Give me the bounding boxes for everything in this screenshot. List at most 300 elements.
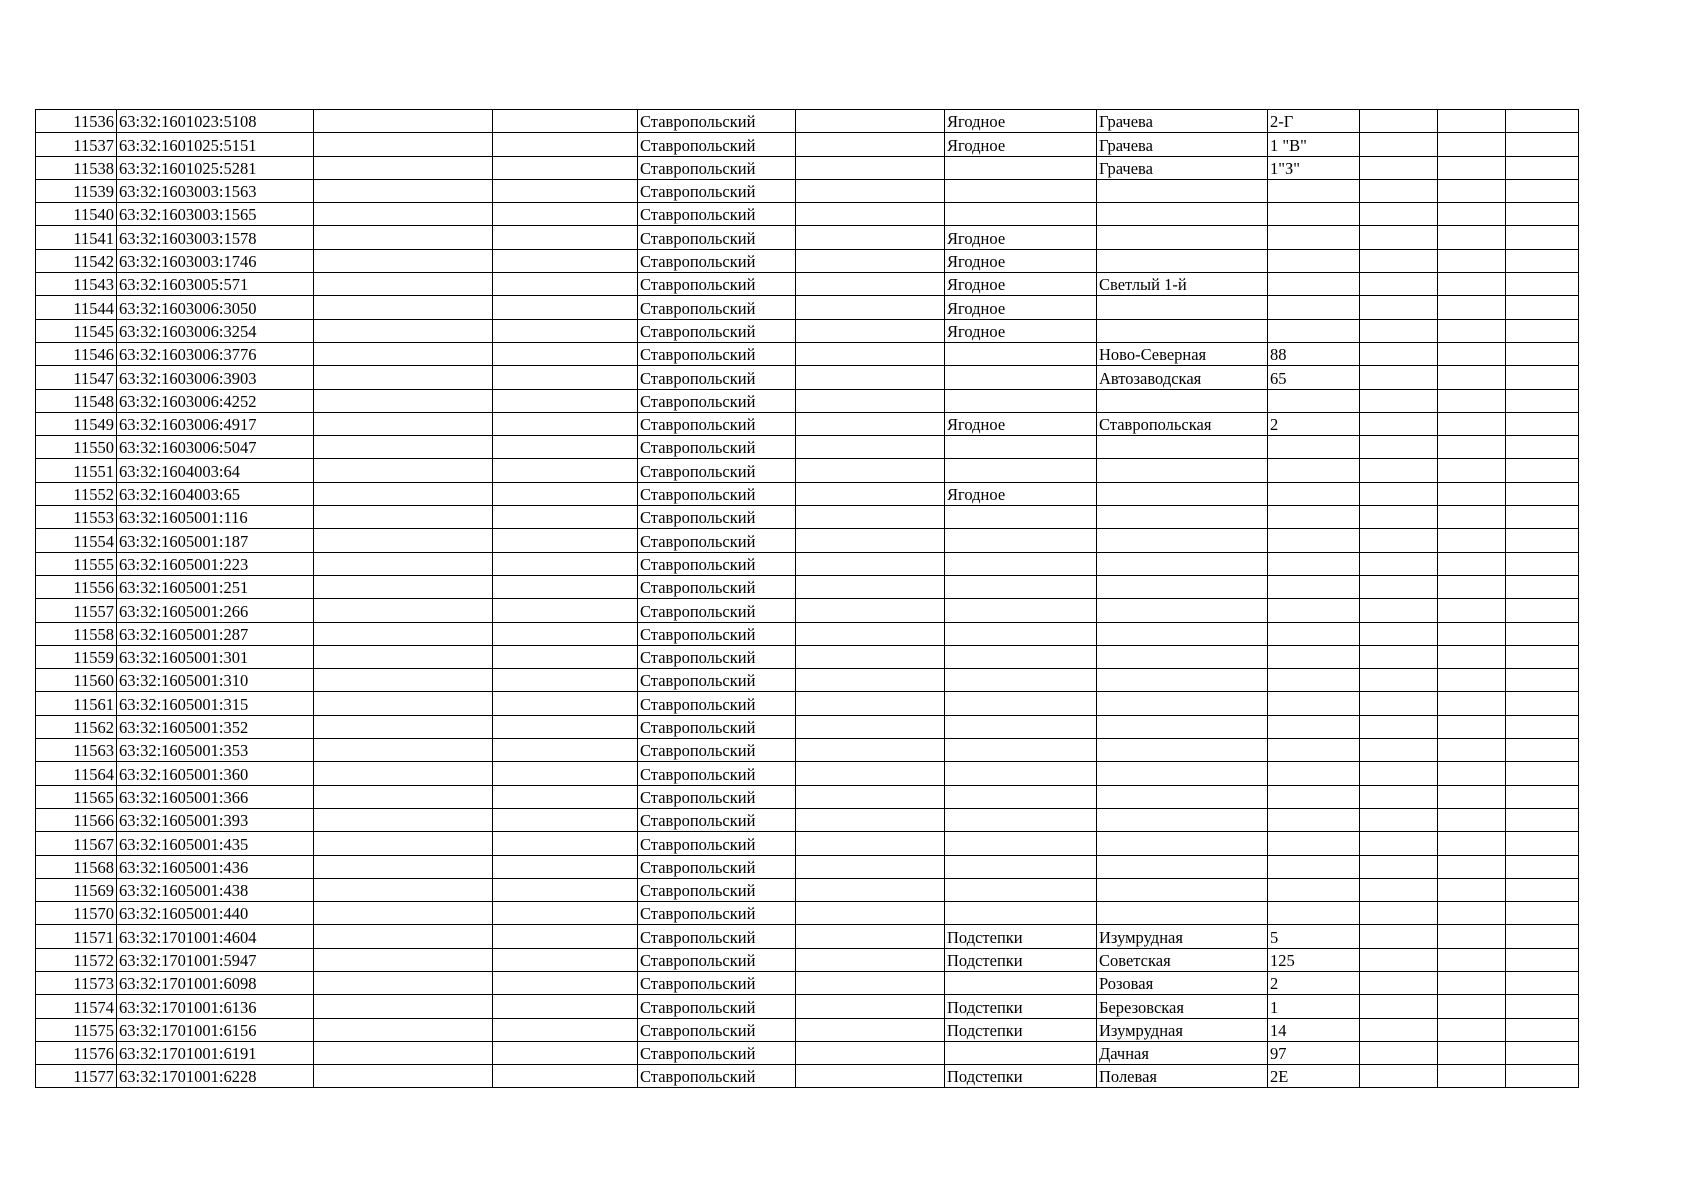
table-row (36, 995, 1579, 1018)
empty-cell-12 (1506, 948, 1579, 971)
locality-cell: Ягодное (945, 296, 1097, 319)
empty-cell-11 (1438, 948, 1506, 971)
empty-cell-6 (796, 622, 945, 645)
empty-cell-10 (1360, 902, 1438, 925)
empty-cell-6 (796, 1018, 945, 1041)
empty-cell-11 (1438, 482, 1506, 505)
table-row (36, 389, 1579, 412)
empty-cell-6 (796, 902, 945, 925)
empty-cell-4 (493, 110, 638, 133)
empty-cell-12 (1506, 599, 1579, 622)
row-number: 11550 (36, 436, 117, 459)
empty-cell-6 (796, 226, 945, 249)
row-number: 11555 (36, 552, 117, 575)
house-number-cell (1268, 273, 1360, 296)
cadastral-number: 63:32:1605001:352 (117, 715, 314, 738)
empty-cell-6 (796, 529, 945, 552)
locality-cell (945, 599, 1097, 622)
empty-cell-12 (1506, 296, 1579, 319)
district-cell: Ставропольский (638, 832, 796, 855)
cadastral-number: 63:32:1604003:64 (117, 459, 314, 482)
empty-cell-11 (1438, 669, 1506, 692)
empty-cell-4 (493, 1041, 638, 1064)
district-cell: Ставропольский (638, 529, 796, 552)
empty-cell-10 (1360, 506, 1438, 529)
empty-cell-6 (796, 832, 945, 855)
empty-cell-3 (314, 575, 493, 598)
empty-cell-3 (314, 692, 493, 715)
table-row (36, 832, 1579, 855)
empty-cell-10 (1360, 971, 1438, 994)
cadastral-number: 63:32:1603006:3776 (117, 342, 314, 365)
district-cell: Ставропольский (638, 296, 796, 319)
empty-cell-6 (796, 342, 945, 365)
empty-cell-3 (314, 412, 493, 435)
district-cell: Ставропольский (638, 412, 796, 435)
locality-cell: Ягодное (945, 273, 1097, 296)
district-cell: Ставропольский (638, 785, 796, 808)
empty-cell-6 (796, 785, 945, 808)
empty-cell-6 (796, 273, 945, 296)
table-row (36, 179, 1579, 202)
empty-cell-12 (1506, 739, 1579, 762)
empty-cell-6 (796, 506, 945, 529)
empty-cell-4 (493, 482, 638, 505)
street-cell: Светлый 1-й (1097, 273, 1268, 296)
empty-cell-6 (796, 366, 945, 389)
empty-cell-3 (314, 948, 493, 971)
empty-cell-6 (796, 156, 945, 179)
row-number: 11551 (36, 459, 117, 482)
street-cell (1097, 552, 1268, 575)
street-cell (1097, 715, 1268, 738)
empty-cell-3 (314, 715, 493, 738)
district-cell: Ставропольский (638, 249, 796, 272)
empty-cell-12 (1506, 762, 1579, 785)
house-number-cell (1268, 878, 1360, 901)
street-cell (1097, 575, 1268, 598)
street-cell (1097, 855, 1268, 878)
locality-cell (945, 179, 1097, 202)
empty-cell-12 (1506, 1065, 1579, 1088)
empty-cell-11 (1438, 203, 1506, 226)
street-cell (1097, 179, 1268, 202)
empty-cell-12 (1506, 902, 1579, 925)
empty-cell-11 (1438, 925, 1506, 948)
empty-cell-10 (1360, 366, 1438, 389)
empty-cell-11 (1438, 832, 1506, 855)
empty-cell-3 (314, 319, 493, 342)
empty-cell-4 (493, 389, 638, 412)
house-number-cell (1268, 902, 1360, 925)
empty-cell-10 (1360, 1018, 1438, 1041)
street-cell: Ставропольская (1097, 412, 1268, 435)
street-cell (1097, 319, 1268, 342)
house-number-cell: 65 (1268, 366, 1360, 389)
street-cell (1097, 832, 1268, 855)
empty-cell-3 (314, 249, 493, 272)
empty-cell-10 (1360, 133, 1438, 156)
table-row (36, 482, 1579, 505)
table-row (36, 436, 1579, 459)
street-cell (1097, 389, 1268, 412)
locality-cell (945, 366, 1097, 389)
empty-cell-3 (314, 156, 493, 179)
empty-cell-6 (796, 249, 945, 272)
empty-cell-6 (796, 203, 945, 226)
empty-cell-3 (314, 739, 493, 762)
street-cell: Автозаводская (1097, 366, 1268, 389)
table-row (36, 855, 1579, 878)
cadastral-number: 63:32:1603006:3050 (117, 296, 314, 319)
row-number: 11541 (36, 226, 117, 249)
street-cell (1097, 482, 1268, 505)
locality-cell (945, 878, 1097, 901)
district-cell: Ставропольский (638, 855, 796, 878)
empty-cell-4 (493, 249, 638, 272)
row-number: 11544 (36, 296, 117, 319)
empty-cell-11 (1438, 878, 1506, 901)
empty-cell-6 (796, 436, 945, 459)
locality-cell: Ягодное (945, 249, 1097, 272)
table-row (36, 249, 1579, 272)
empty-cell-12 (1506, 366, 1579, 389)
house-number-cell: 1"З" (1268, 156, 1360, 179)
empty-cell-3 (314, 389, 493, 412)
district-cell: Ставропольский (638, 179, 796, 202)
empty-cell-10 (1360, 459, 1438, 482)
table-row (36, 1041, 1579, 1064)
street-cell (1097, 808, 1268, 831)
cadastral-number: 63:32:1701001:6228 (117, 1065, 314, 1088)
empty-cell-4 (493, 622, 638, 645)
locality-cell: Подстепки (945, 925, 1097, 948)
row-number: 11554 (36, 529, 117, 552)
row-number: 11573 (36, 971, 117, 994)
house-number-cell (1268, 715, 1360, 738)
empty-cell-10 (1360, 319, 1438, 342)
house-number-cell (1268, 249, 1360, 272)
district-cell: Ставропольский (638, 156, 796, 179)
house-number-cell (1268, 319, 1360, 342)
empty-cell-3 (314, 529, 493, 552)
cadastral-number: 63:32:1603006:3254 (117, 319, 314, 342)
street-cell (1097, 529, 1268, 552)
empty-cell-4 (493, 552, 638, 575)
row-number: 11568 (36, 855, 117, 878)
empty-cell-10 (1360, 529, 1438, 552)
cadastral-number: 63:32:1701001:5947 (117, 948, 314, 971)
empty-cell-11 (1438, 785, 1506, 808)
empty-cell-3 (314, 179, 493, 202)
empty-cell-4 (493, 529, 638, 552)
empty-cell-10 (1360, 692, 1438, 715)
empty-cell-4 (493, 878, 638, 901)
empty-cell-10 (1360, 296, 1438, 319)
empty-cell-4 (493, 995, 638, 1018)
locality-cell (945, 785, 1097, 808)
row-number: 11556 (36, 575, 117, 598)
table-body (36, 110, 1579, 1088)
empty-cell-12 (1506, 971, 1579, 994)
empty-cell-3 (314, 296, 493, 319)
cadastral-number: 63:32:1601025:5281 (117, 156, 314, 179)
empty-cell-12 (1506, 319, 1579, 342)
table-row (36, 342, 1579, 365)
table-row (36, 366, 1579, 389)
street-cell: Грачева (1097, 156, 1268, 179)
cadastral-number: 63:32:1605001:435 (117, 832, 314, 855)
house-number-cell (1268, 552, 1360, 575)
house-number-cell (1268, 669, 1360, 692)
empty-cell-12 (1506, 622, 1579, 645)
empty-cell-3 (314, 133, 493, 156)
table-row (36, 599, 1579, 622)
street-cell (1097, 249, 1268, 272)
table-row (36, 645, 1579, 668)
empty-cell-12 (1506, 645, 1579, 668)
cadastral-number: 63:32:1605001:116 (117, 506, 314, 529)
district-cell: Ставропольский (638, 133, 796, 156)
table-row (36, 459, 1579, 482)
district-cell: Ставропольский (638, 506, 796, 529)
house-number-cell: 88 (1268, 342, 1360, 365)
empty-cell-12 (1506, 506, 1579, 529)
house-number-cell (1268, 389, 1360, 412)
empty-cell-12 (1506, 1018, 1579, 1041)
locality-cell (945, 342, 1097, 365)
empty-cell-4 (493, 459, 638, 482)
house-number-cell (1268, 529, 1360, 552)
district-cell: Ставропольский (638, 552, 796, 575)
house-number-cell (1268, 482, 1360, 505)
row-number: 11569 (36, 878, 117, 901)
empty-cell-6 (796, 692, 945, 715)
empty-cell-3 (314, 599, 493, 622)
street-cell: Изумрудная (1097, 925, 1268, 948)
empty-cell-11 (1438, 1018, 1506, 1041)
house-number-cell (1268, 785, 1360, 808)
street-cell (1097, 436, 1268, 459)
empty-cell-4 (493, 902, 638, 925)
row-number: 11575 (36, 1018, 117, 1041)
house-number-cell (1268, 645, 1360, 668)
empty-cell-6 (796, 669, 945, 692)
cadastral-number: 63:32:1605001:315 (117, 692, 314, 715)
district-cell: Ставропольский (638, 366, 796, 389)
empty-cell-11 (1438, 1065, 1506, 1088)
locality-cell (945, 808, 1097, 831)
empty-cell-3 (314, 762, 493, 785)
empty-cell-11 (1438, 971, 1506, 994)
street-cell (1097, 226, 1268, 249)
empty-cell-6 (796, 575, 945, 598)
locality-cell (945, 645, 1097, 668)
cadastral-number: 63:32:1701001:6098 (117, 971, 314, 994)
table-row (36, 110, 1579, 133)
empty-cell-12 (1506, 1041, 1579, 1064)
district-cell: Ставропольский (638, 226, 796, 249)
locality-cell (945, 669, 1097, 692)
locality-cell (945, 529, 1097, 552)
row-number: 11570 (36, 902, 117, 925)
street-cell (1097, 762, 1268, 785)
table-row (36, 622, 1579, 645)
table-row (36, 319, 1579, 342)
empty-cell-10 (1360, 389, 1438, 412)
street-cell (1097, 506, 1268, 529)
street-cell (1097, 599, 1268, 622)
empty-cell-6 (796, 412, 945, 435)
empty-cell-10 (1360, 552, 1438, 575)
house-number-cell: 2-Г (1268, 110, 1360, 133)
empty-cell-12 (1506, 133, 1579, 156)
empty-cell-12 (1506, 110, 1579, 133)
empty-cell-12 (1506, 529, 1579, 552)
street-cell: Дачная (1097, 1041, 1268, 1064)
empty-cell-10 (1360, 1041, 1438, 1064)
locality-cell (945, 506, 1097, 529)
empty-cell-10 (1360, 203, 1438, 226)
district-cell: Ставропольский (638, 692, 796, 715)
cadastral-number: 63:32:1603005:571 (117, 273, 314, 296)
empty-cell-4 (493, 645, 638, 668)
row-number: 11567 (36, 832, 117, 855)
locality-cell (945, 739, 1097, 762)
empty-cell-12 (1506, 552, 1579, 575)
district-cell: Ставропольский (638, 482, 796, 505)
empty-cell-12 (1506, 669, 1579, 692)
table-row (36, 1018, 1579, 1041)
street-cell (1097, 203, 1268, 226)
empty-cell-12 (1506, 482, 1579, 505)
empty-cell-6 (796, 971, 945, 994)
empty-cell-10 (1360, 436, 1438, 459)
empty-cell-6 (796, 1041, 945, 1064)
empty-cell-10 (1360, 1065, 1438, 1088)
empty-cell-4 (493, 156, 638, 179)
street-cell (1097, 645, 1268, 668)
street-cell (1097, 692, 1268, 715)
empty-cell-6 (796, 645, 945, 668)
row-number: 11574 (36, 995, 117, 1018)
table-row (36, 925, 1579, 948)
cadastral-number: 63:32:1603003:1578 (117, 226, 314, 249)
house-number-cell (1268, 622, 1360, 645)
district-cell: Ставропольский (638, 389, 796, 412)
empty-cell-11 (1438, 995, 1506, 1018)
empty-cell-4 (493, 1018, 638, 1041)
row-number: 11537 (36, 133, 117, 156)
district-cell: Ставропольский (638, 1018, 796, 1041)
house-number-cell: 97 (1268, 1041, 1360, 1064)
district-cell: Ставропольский (638, 622, 796, 645)
empty-cell-11 (1438, 296, 1506, 319)
empty-cell-12 (1506, 785, 1579, 808)
empty-cell-6 (796, 715, 945, 738)
locality-cell (945, 552, 1097, 575)
empty-cell-6 (796, 739, 945, 762)
empty-cell-4 (493, 226, 638, 249)
empty-cell-3 (314, 645, 493, 668)
empty-cell-10 (1360, 855, 1438, 878)
empty-cell-3 (314, 506, 493, 529)
empty-cell-3 (314, 459, 493, 482)
row-number: 11539 (36, 179, 117, 202)
locality-cell: Подстепки (945, 948, 1097, 971)
empty-cell-10 (1360, 412, 1438, 435)
empty-cell-4 (493, 296, 638, 319)
empty-cell-3 (314, 855, 493, 878)
cadastral-number: 63:32:1701001:6136 (117, 995, 314, 1018)
table-row (36, 902, 1579, 925)
table-row (36, 203, 1579, 226)
empty-cell-12 (1506, 925, 1579, 948)
empty-cell-10 (1360, 995, 1438, 1018)
row-number: 11560 (36, 669, 117, 692)
cadastral-number: 63:32:1701001:4604 (117, 925, 314, 948)
cadastral-number: 63:32:1605001:287 (117, 622, 314, 645)
house-number-cell: 2 (1268, 412, 1360, 435)
house-number-cell (1268, 179, 1360, 202)
table-row (36, 1065, 1579, 1088)
cadastral-number: 63:32:1603003:1563 (117, 179, 314, 202)
cadastral-number: 63:32:1603006:5047 (117, 436, 314, 459)
locality-cell (945, 715, 1097, 738)
locality-cell (945, 902, 1097, 925)
empty-cell-12 (1506, 156, 1579, 179)
cadastral-number: 63:32:1601023:5108 (117, 110, 314, 133)
house-number-cell (1268, 855, 1360, 878)
empty-cell-6 (796, 179, 945, 202)
row-number: 11542 (36, 249, 117, 272)
house-number-cell: 2 (1268, 971, 1360, 994)
street-cell: Грачева (1097, 110, 1268, 133)
empty-cell-4 (493, 715, 638, 738)
table-row (36, 506, 1579, 529)
row-number: 11543 (36, 273, 117, 296)
locality-cell: Подстепки (945, 1065, 1097, 1088)
empty-cell-10 (1360, 156, 1438, 179)
house-number-cell: 2Е (1268, 1065, 1360, 1088)
cadastral-number: 63:32:1701001:6191 (117, 1041, 314, 1064)
table-row (36, 575, 1579, 598)
empty-cell-12 (1506, 249, 1579, 272)
empty-cell-6 (796, 925, 945, 948)
locality-cell: Ягодное (945, 226, 1097, 249)
locality-cell (945, 459, 1097, 482)
locality-cell (945, 855, 1097, 878)
cadastral-number: 63:32:1603006:3903 (117, 366, 314, 389)
row-number: 11561 (36, 692, 117, 715)
row-number: 11565 (36, 785, 117, 808)
cadastral-number: 63:32:1603006:4252 (117, 389, 314, 412)
table-row (36, 692, 1579, 715)
empty-cell-3 (314, 1065, 493, 1088)
street-cell (1097, 459, 1268, 482)
empty-cell-4 (493, 739, 638, 762)
empty-cell-6 (796, 133, 945, 156)
empty-cell-11 (1438, 599, 1506, 622)
empty-cell-4 (493, 319, 638, 342)
empty-cell-3 (314, 1018, 493, 1041)
empty-cell-12 (1506, 342, 1579, 365)
district-cell: Ставропольский (638, 971, 796, 994)
district-cell: Ставропольский (638, 762, 796, 785)
empty-cell-3 (314, 902, 493, 925)
empty-cell-11 (1438, 273, 1506, 296)
empty-cell-10 (1360, 482, 1438, 505)
